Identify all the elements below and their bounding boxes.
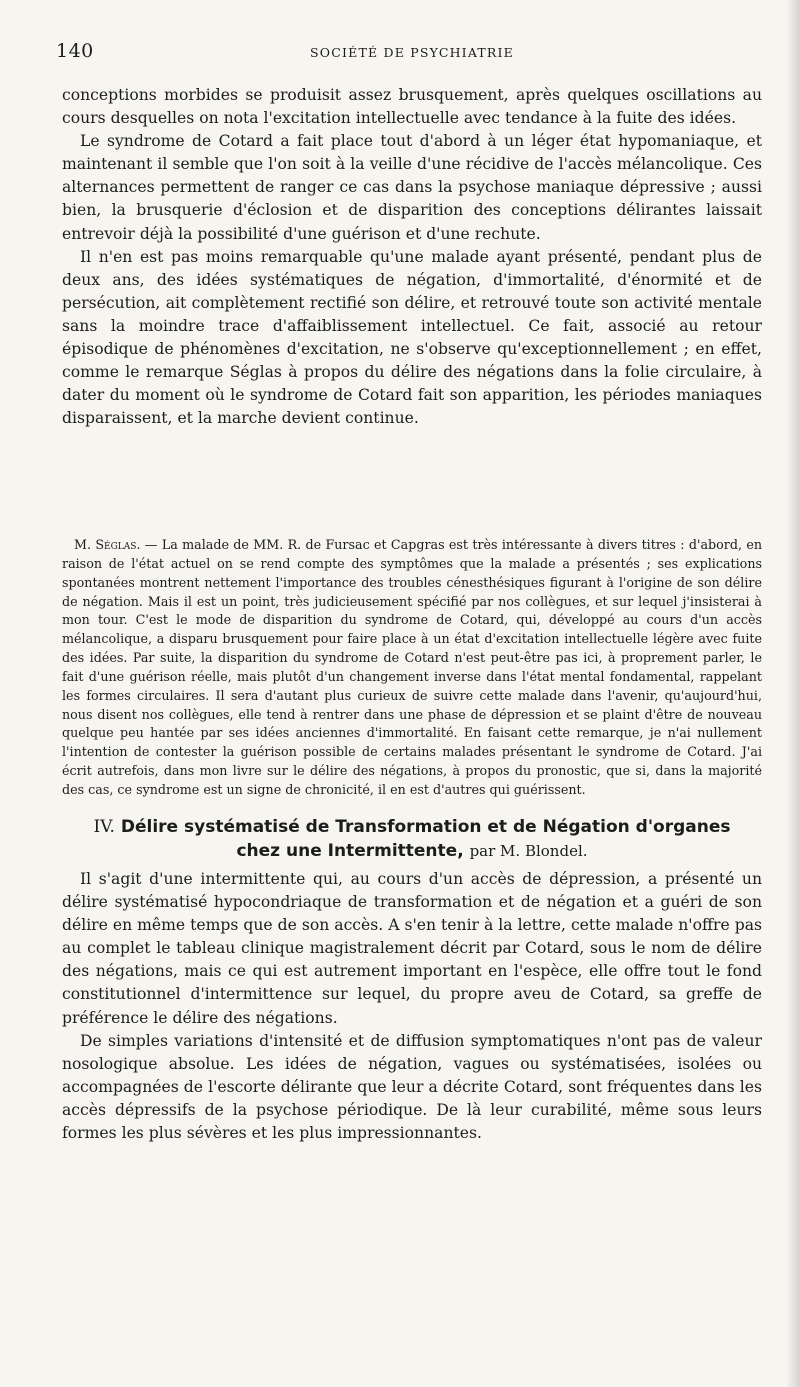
discussion-speaker: M. Séglas. bbox=[74, 537, 141, 552]
section-number: IV. bbox=[93, 817, 115, 837]
paragraph: De simples variations d'intensité et de diffusion symptomatiques n'ont pas de valeur nosologique absolue. Les idées de négation, vagues ou systématisées, isolées ou accompagnées de l'escorte délirante que leur a décrite Cotard, sont fréquentes dans les accès dépressifs de la psychose périodique. De là leur curabilité, même sous leurs formes les plus sévères et les plus impressionnantes. bbox=[62, 1031, 762, 1143]
discussion-text: — La malade de MM. R. de Fursac et Capgras est très intéressante à divers titres : d'abord, en raison de l'état actuel on se rend compte des symptômes que la malade a présentés ; ses explications spontanées montrent nettement l'importance des troubles cénesthésiques figurant à l'origine de son délire de négation. Mais il est un point, très judicieusement spécifié par nos collègues, et sur lequel j'insisterai à mon tour. C'est le mode de disparition du syndrome de Cotard, qui, développé au cours d'un accès mélancolique, a disparu brusquement pour faire place à un état d'excitation intellectuelle légère avec fuite des idées. Par suite, la disparition du syndrome de Cotard n'est peut-être pas ici, à proprement parler, le fait d'une guérison réelle, mais plutôt d'un changement inverse dans l'état mental fondamental, rappelant les formes circulaires. Il sera d'autant plus curieux de suivre cette malade dans l'avenir, qu'aujourd'hui, nous disent nos collègues, elle tend à rentrer dans une phase de dépression et se plaint d'être de nouveau quelque peu hantée par ses idées anciennes d'immortalité. En faisant cette remarque, je n'ai nullement l'intention de contester la guérison possible de certains malades présentant le syndrome de Cotard. J'ai écrit autrefois, dans mon livre sur le délire des négations, à propos du pronostic, que si, dans la majorité des cas, ce syndrome est un signe de chronicité, il en est d'autres qui guérissent. bbox=[62, 537, 763, 797]
paragraph: Le syndrome de Cotard a fait place tout d'abord à un léger état hypomaniaque, et maintenant il semble que l'on soit à la veille d'une récidive de l'accès mélancolique. Ces alternances permettent de ranger ce cas dans la psychose maniaque dépressive ; aussi bien, la brusquerie d'éclosion et de disparition des conceptions délirantes laissait entrevoir déjà la possibilité d'une guérison et d'une rechute. bbox=[62, 132, 762, 243]
paragraph: Il n'en est pas moins remarquable qu'une malade ayant présenté, pendant plus de deux ans, des idées systématiques de négation, d'immortalité, d'énormité et de persécution, ait complètement rectifié son délire, et retrouvé toute son activité mentale sans la moindre trace d'affaiblissement intellectuel. Ce fait, associé au retour épisodique de phénomènes d'excitation, ne s'observe qu'exceptionnellement ; en effet, comme le remarque Séglas à propos du délire des négations dans la folie circulaire, à dater du moment où le syndrome de Cotard fait son apparition, les périodes maniaques disparaissent, et la marche devient continue. bbox=[62, 247, 762, 428]
section-author: par M. Blondel. bbox=[469, 842, 588, 860]
page-edge-shadow bbox=[786, 0, 800, 1387]
section-title-line2: chez une Intermittente, bbox=[236, 841, 464, 861]
paragraph: Il s'agit d'une intermittente qui, au cours d'un accès de dépression, a présenté un délire systématisé hypocondriaque de transformation et de négation et a guéri de son délire en même temps que de son accès. A s'en tenir à la lettre, cette malade n'offre pas au complet le tableau clinique magistralement décrit par Cotard, sous le nom de délire des négations, mais ce qui est autrement important en l'espèce, elle offre tout le fond constitutionnel d'intermittence sur lequel, du propre aveu de Cotard, sa greffe de préférence le délire des négations. bbox=[62, 870, 762, 1027]
discussion-remark bbox=[62, 536, 762, 800]
page-number: 140 bbox=[56, 40, 94, 62]
page-header bbox=[56, 40, 762, 64]
body-text bbox=[62, 84, 762, 430]
section-title-line1: Délire systématisé de Transformation et de Négation d'organes bbox=[120, 817, 731, 837]
paragraph-continuation: conceptions morbides se produisit assez brusquement, après quelques oscillations au cours desquelles on nota l'excitation intellectuelle avec tendance à la fuite des idées. bbox=[62, 86, 762, 128]
section-body bbox=[62, 868, 762, 1145]
running-head: SOCIÉTÉ DE PSYCHIATRIE bbox=[310, 45, 514, 60]
section-heading bbox=[62, 815, 762, 863]
